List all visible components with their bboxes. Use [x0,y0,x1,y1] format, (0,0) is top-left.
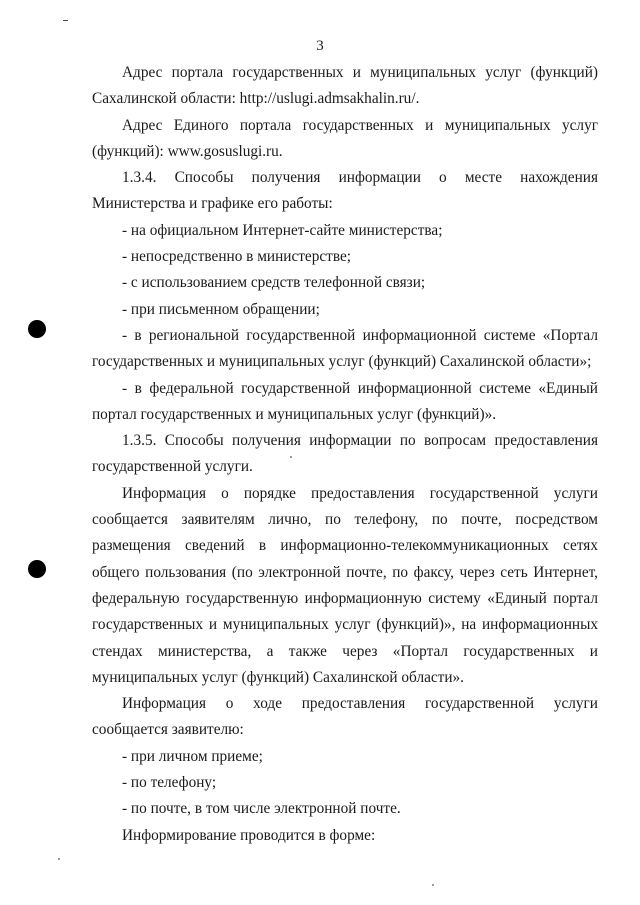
document-body [92,60,598,849]
list-item-in-ministry: - непосредственно в министерстве; [122,248,352,266]
scan-mark [63,20,68,21]
list-item-website: - на официальном Интернет-сайте министерства; [122,221,443,239]
scan-speck [432,884,434,886]
list-item-by-phone: - по телефону; [122,774,217,792]
list-item-federal-portal: - в федеральной государственной информационной системе «Единый портал государственных и муниципальных услуг (функций)». [92,379,598,423]
punch-hole-top [28,320,46,338]
paragraph-progress-information: Информация о ходе предоставления государственной услуги сообщается заявителю: [92,695,598,739]
paragraph-portal-address: Адрес портала государственных и муниципальных услуг (функций) Сахалинской области: http://uslugi.admsakhalin.ru/. [92,64,598,108]
list-item-by-mail: - по почте, в том числе электронной почте. [122,800,401,818]
paragraph-informing-form: Информирование проводится в форме: [122,826,376,844]
list-item-regional-portal: - в региональной государственной информационной системе «Портал государственных и муниципальных услуг (функций) Сахалинской области»; [92,326,598,371]
list-item-personal-reception: - при личном приеме; [122,747,263,765]
paragraph-information-procedure: Информация о порядке предоставления государственной услуги сообщается заявителям лично, по телефону, по почте, посредством размещения сведений в информационно-телекоммуникационных сетях общего пользования (по электронной почте, по факсу, через сеть Интернет, федеральную государственную информационную систему «Единый портал государственных и муниципальных услуг (функций)», на информационных стендах министерства, а также через «Портал государственных и муниципальных услуг (функций) Сахалинской области». [92,484,598,686]
list-item-written-request: - при письменном обращении; [122,300,320,318]
list-item-telephone: - с использованием средств телефонной связи; [122,274,426,292]
paragraph-unified-portal-address: Адрес Единого портала государственных и муниципальных услуг (функций): www.gosuslugi.ru. [92,116,598,160]
page-number: 3 [316,38,324,54]
paragraph-1-3-4-heading: 1.3.4. Способы получения информации о месте нахождения Министерства и графике его работы: [92,169,598,213]
paragraph-1-3-5-heading: 1.3.5. Способы получения информации по вопросам предоставления государственной услуги. [92,432,598,476]
punch-hole-bottom [28,560,46,578]
scan-speck [58,858,60,860]
